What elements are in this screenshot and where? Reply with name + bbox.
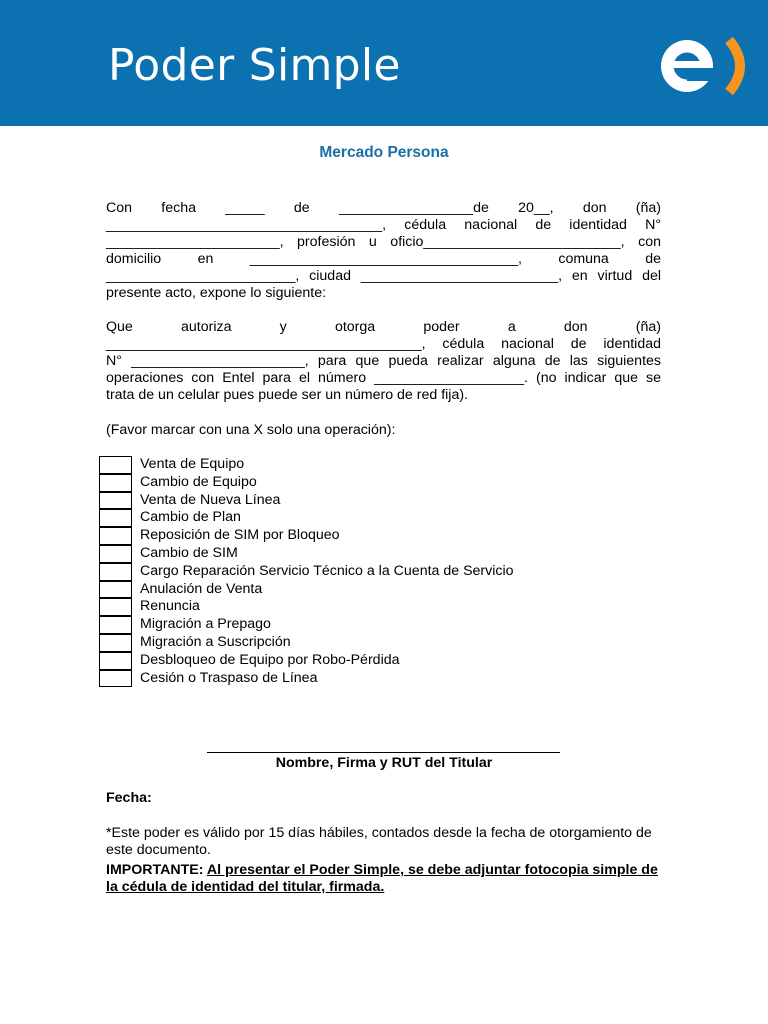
option-label: Renuncia <box>140 598 200 615</box>
paragraph-line: operaciones con Entel para el número ___________________. (no indicar que se <box>106 370 661 386</box>
option-checkbox[interactable] <box>99 563 132 581</box>
option-label: Venta de Nueva Línea <box>140 491 281 508</box>
option-label: Cesión o Traspaso de Línea <box>140 669 318 686</box>
option-row <box>99 616 659 634</box>
option-checkbox[interactable] <box>99 581 132 599</box>
paragraph-line: presente acto, expone lo siguiente: <box>106 285 327 301</box>
option-label: Cargo Reparación Servicio Técnico a la Cuenta de Servicio <box>140 562 514 579</box>
authorization-paragraph <box>106 319 661 404</box>
option-label: Venta de Equipo <box>140 456 245 472</box>
paragraph-line: trata de un celular pues puede ser un número de red fija). <box>106 387 469 403</box>
paragraph-line: ______________________, profesión u oficio_________________________, con <box>106 234 661 250</box>
option-row <box>99 598 659 616</box>
document-title: Poder Simple <box>108 40 401 91</box>
paragraph-line: ___________________________________, cédula nacional de identidad N° <box>106 217 661 233</box>
paragraph-line: Con fecha _____ de _________________de 20__, don (ña) <box>106 200 661 216</box>
option-row <box>99 581 659 599</box>
option-checkbox[interactable] <box>99 474 132 492</box>
paragraph-line: ________________________, ciudad _________________________, en virtud del <box>106 268 661 284</box>
important-prefix: IMPORTANTE: <box>106 862 204 878</box>
option-label: Desbloqueo de Equipo por Robo-Pérdida <box>140 651 400 668</box>
paragraph-line: ________________________________________, cédula nacional de identidad <box>106 336 661 352</box>
option-row <box>99 563 659 581</box>
paragraph-line: Que autoriza y otorga poder a don (ña) <box>106 319 661 335</box>
signature-line <box>207 752 560 753</box>
option-checkbox[interactable] <box>99 456 132 474</box>
option-label: Cambio de Plan <box>140 509 241 526</box>
option-row <box>99 527 659 545</box>
validity-note: *Este poder es válido por 15 días hábiles, contados desde la fecha de otorgamiento de este documento. <box>106 825 652 858</box>
option-checkbox[interactable] <box>99 616 132 634</box>
option-label: Cambio de Equipo <box>140 473 257 490</box>
option-label: Migración a Prepago <box>140 616 271 633</box>
declaration-paragraph <box>106 200 661 302</box>
option-checkbox[interactable] <box>99 598 132 616</box>
option-checkbox[interactable] <box>99 652 132 670</box>
form-subtitle: Mercado Persona <box>319 144 449 161</box>
option-row <box>99 509 659 527</box>
signature-label: Nombre, Firma y RUT del Titular <box>275 755 493 771</box>
option-checkbox[interactable] <box>99 545 132 563</box>
date-label: Fecha: <box>106 790 152 806</box>
option-row <box>99 634 659 652</box>
option-checkbox[interactable] <box>99 492 132 510</box>
option-row <box>99 670 659 688</box>
option-label: Migración a Suscripción <box>140 634 291 650</box>
header-banner <box>0 0 768 126</box>
option-checkbox[interactable] <box>99 509 132 527</box>
paragraph-line: domicilio en __________________________________, comuna de <box>106 251 661 267</box>
option-row <box>99 492 659 510</box>
option-row <box>99 456 659 474</box>
important-notice <box>106 862 661 896</box>
entel-logo-icon <box>653 28 768 108</box>
paragraph-line: N° ______________________, para que pueda realizar alguna de las siguientes <box>106 353 661 369</box>
instruction-text: (Favor marcar con una X solo una operación): <box>106 422 396 438</box>
option-checkbox[interactable] <box>99 670 132 688</box>
option-row <box>99 652 659 670</box>
option-label: Cambio de SIM <box>140 545 238 561</box>
option-row <box>99 545 659 563</box>
option-row <box>99 474 659 492</box>
option-checkbox[interactable] <box>99 527 132 545</box>
option-checkbox[interactable] <box>99 634 132 652</box>
option-label: Anulación de Venta <box>140 580 263 597</box>
option-label: Reposición de SIM por Bloqueo <box>140 527 340 544</box>
important-text: Al presentar el Poder Simple, se debe adjuntar fotocopia simple de la cédula de identidad del titular, firmada. <box>106 862 658 895</box>
